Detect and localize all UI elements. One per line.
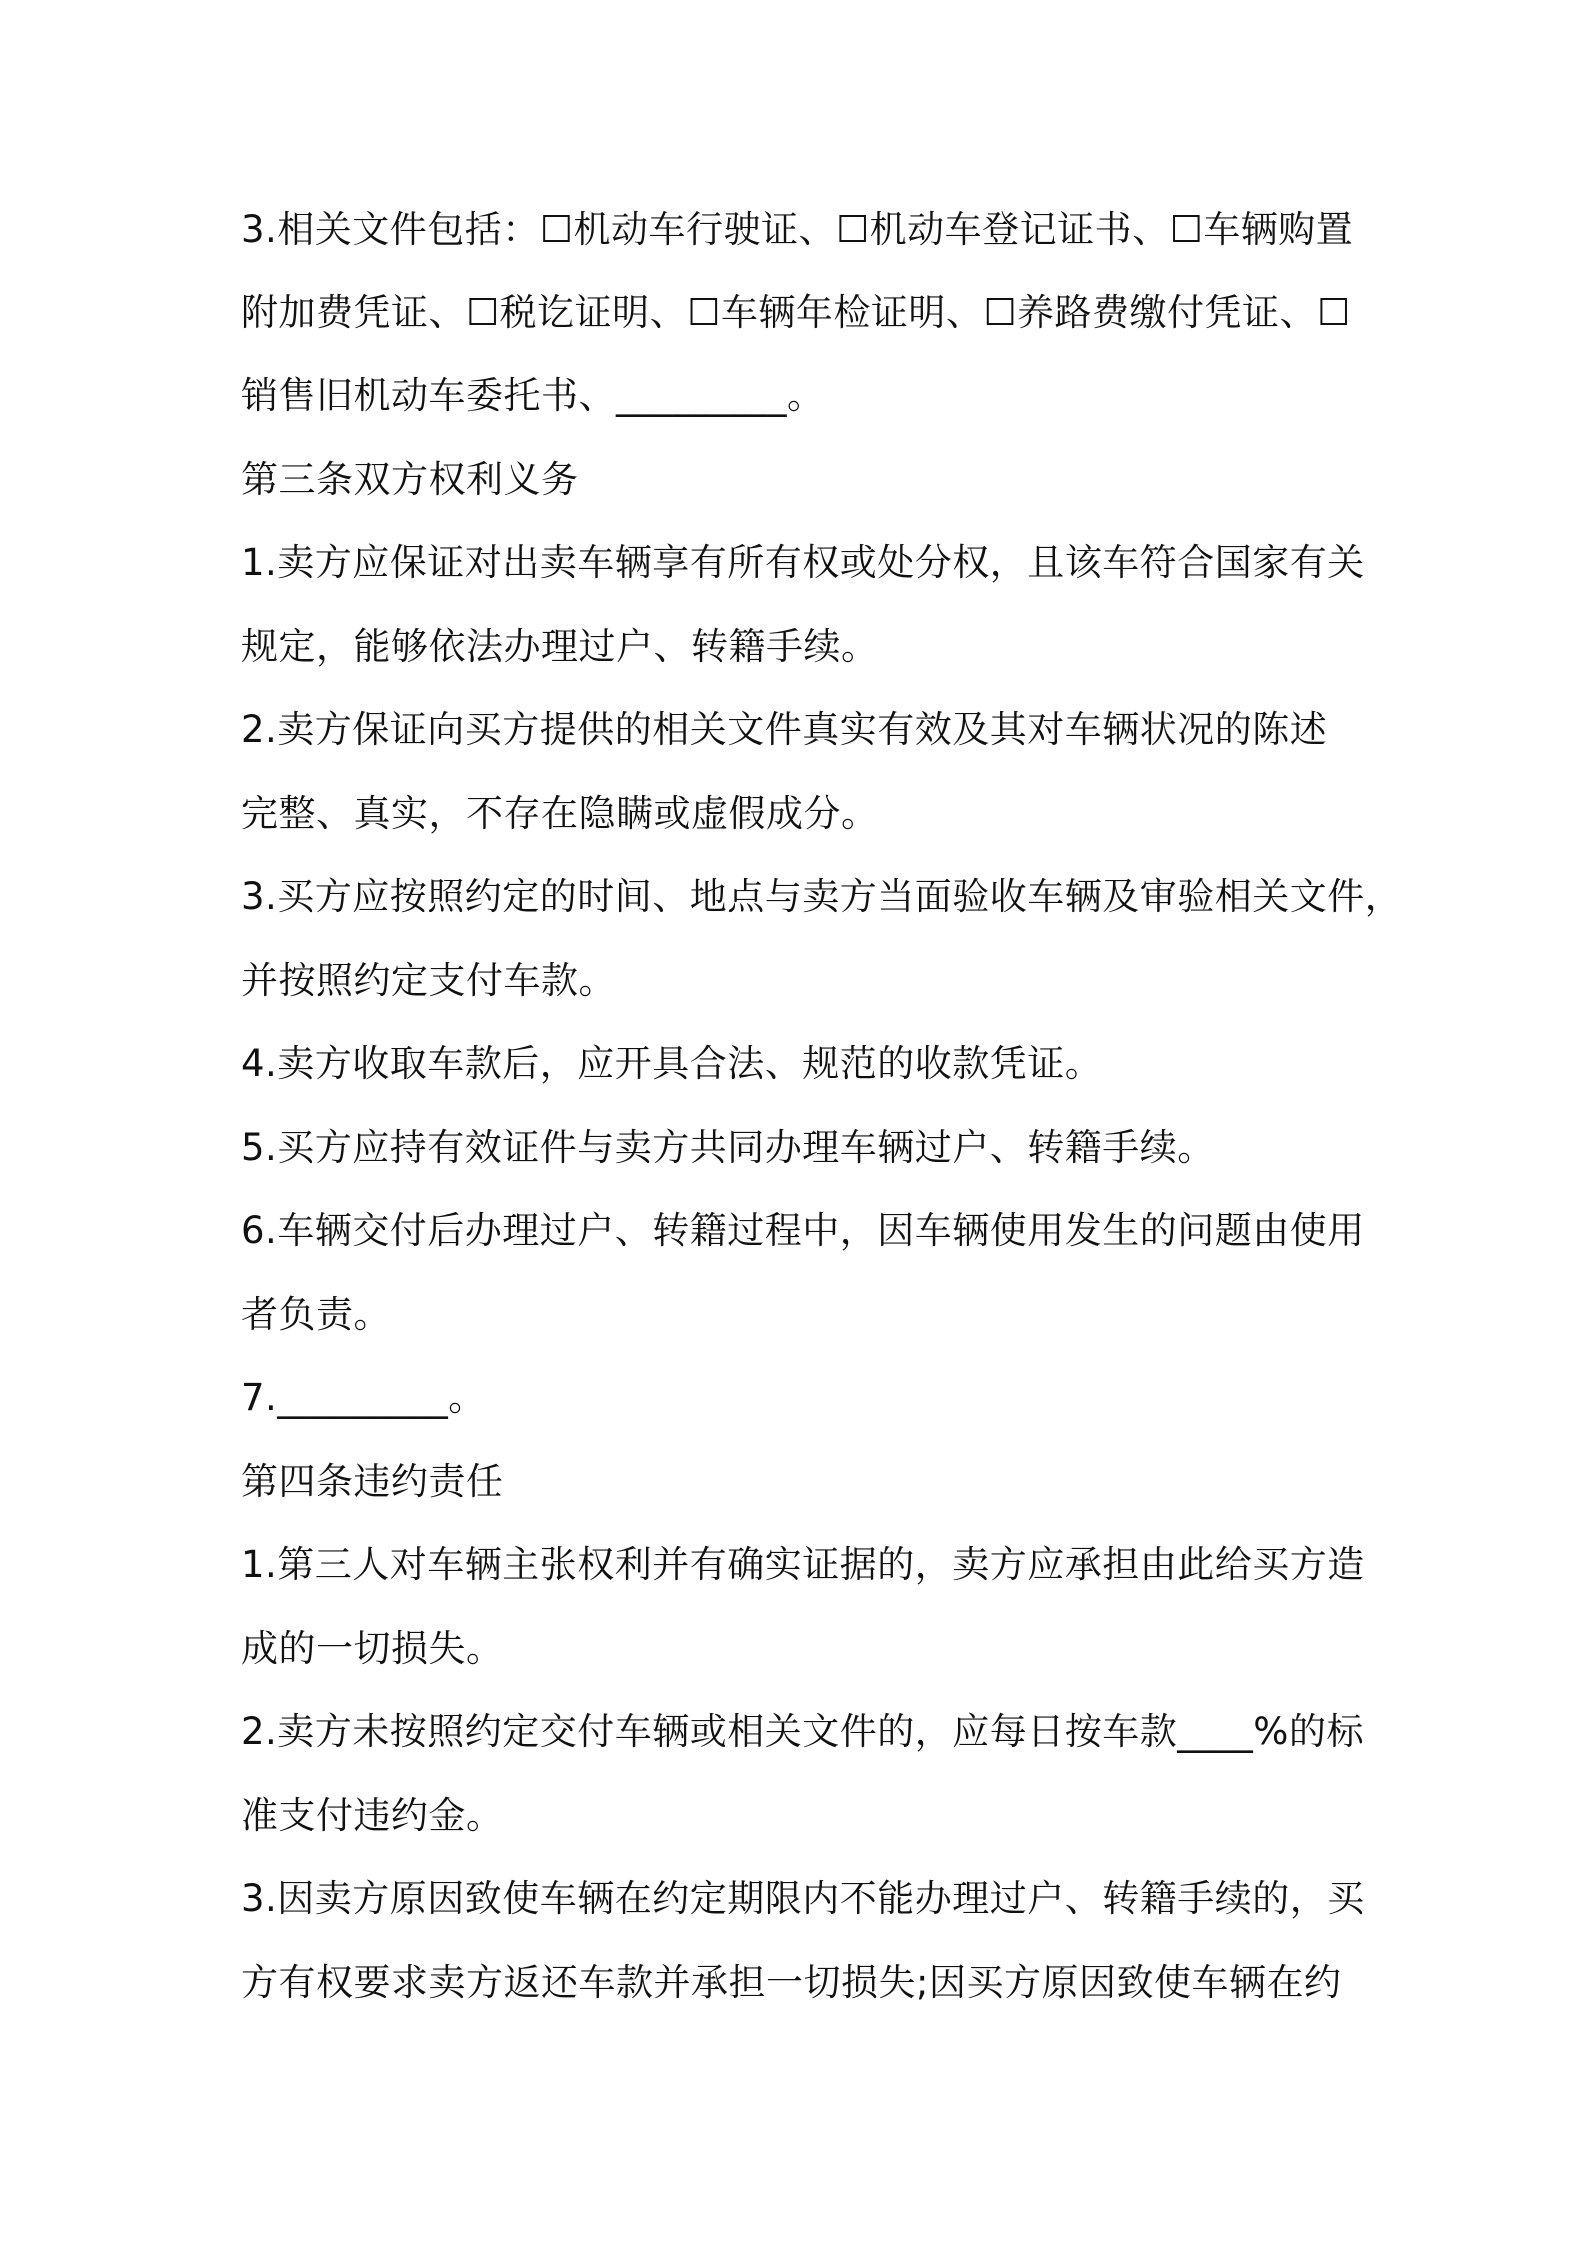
text-line: 1.卖方应保证对出卖车辆享有所有权或处分权，且该车符合国家有关 (241, 541, 1365, 584)
text-line: 3.因卖方原因致使车辆在约定期限内不能办理过户、转籍手续的，买 (241, 1877, 1365, 1920)
text-line: 5.买方应持有效证件与卖方共同办理车辆过户、转籍手续。 (241, 1126, 1215, 1169)
text-line: 方有权要求卖方返还车款并承担一切损失;因买方原因致使车辆在约 (241, 1961, 1342, 2004)
text-line: 销售旧机动车委托书、_________。 (241, 374, 825, 417)
text-line: 6.车辆交付后办理过户、转籍过程中，因车辆使用发生的问题由使用 (241, 1209, 1365, 1252)
text-line: 2.卖方未按照约定交付车辆或相关文件的，应每日按车款____%的标 (241, 1710, 1364, 1753)
text-line: 3.相关文件包括：☐机动车行驶证、☐机动车登记证书、☐车辆购置 (241, 208, 1354, 251)
text-line: 完整、真实，不存在隐瞒或虚假成分。 (241, 792, 879, 835)
text-line: 1.第三人对车辆主张权利并有确实证据的，卖方应承担由此给买方造 (241, 1543, 1365, 1586)
text-line: 者负责。 (241, 1293, 391, 1336)
text-line: 规定，能够依法办理过户、转籍手续。 (241, 625, 879, 668)
text-line: 2.卖方保证向买方提供的相关文件真实有效及其对车辆状况的陈述 (241, 708, 1328, 751)
text-line: 准支付违约金。 (241, 1794, 504, 1837)
text-line: 并按照约定支付车款。 (241, 959, 616, 1002)
text-line: 成的一切损失。 (241, 1627, 504, 1670)
text-line: 4.卖方收取车款后，应开具合法、规范的收款凭证。 (241, 1042, 1103, 1085)
text-line: 3.买方应按照约定的时间、地点与卖方当面验收车辆及审验相关文件， (241, 875, 1403, 918)
text-line: 7._________。 (241, 1376, 486, 1419)
section-heading: 第四条违约责任 (241, 1460, 504, 1503)
text-line: 附加费凭证、☐税讫证明、☐车辆年检证明、☐养路费缴付凭证、☐ (241, 291, 1351, 334)
section-heading: 第三条双方权利义务 (241, 458, 579, 501)
